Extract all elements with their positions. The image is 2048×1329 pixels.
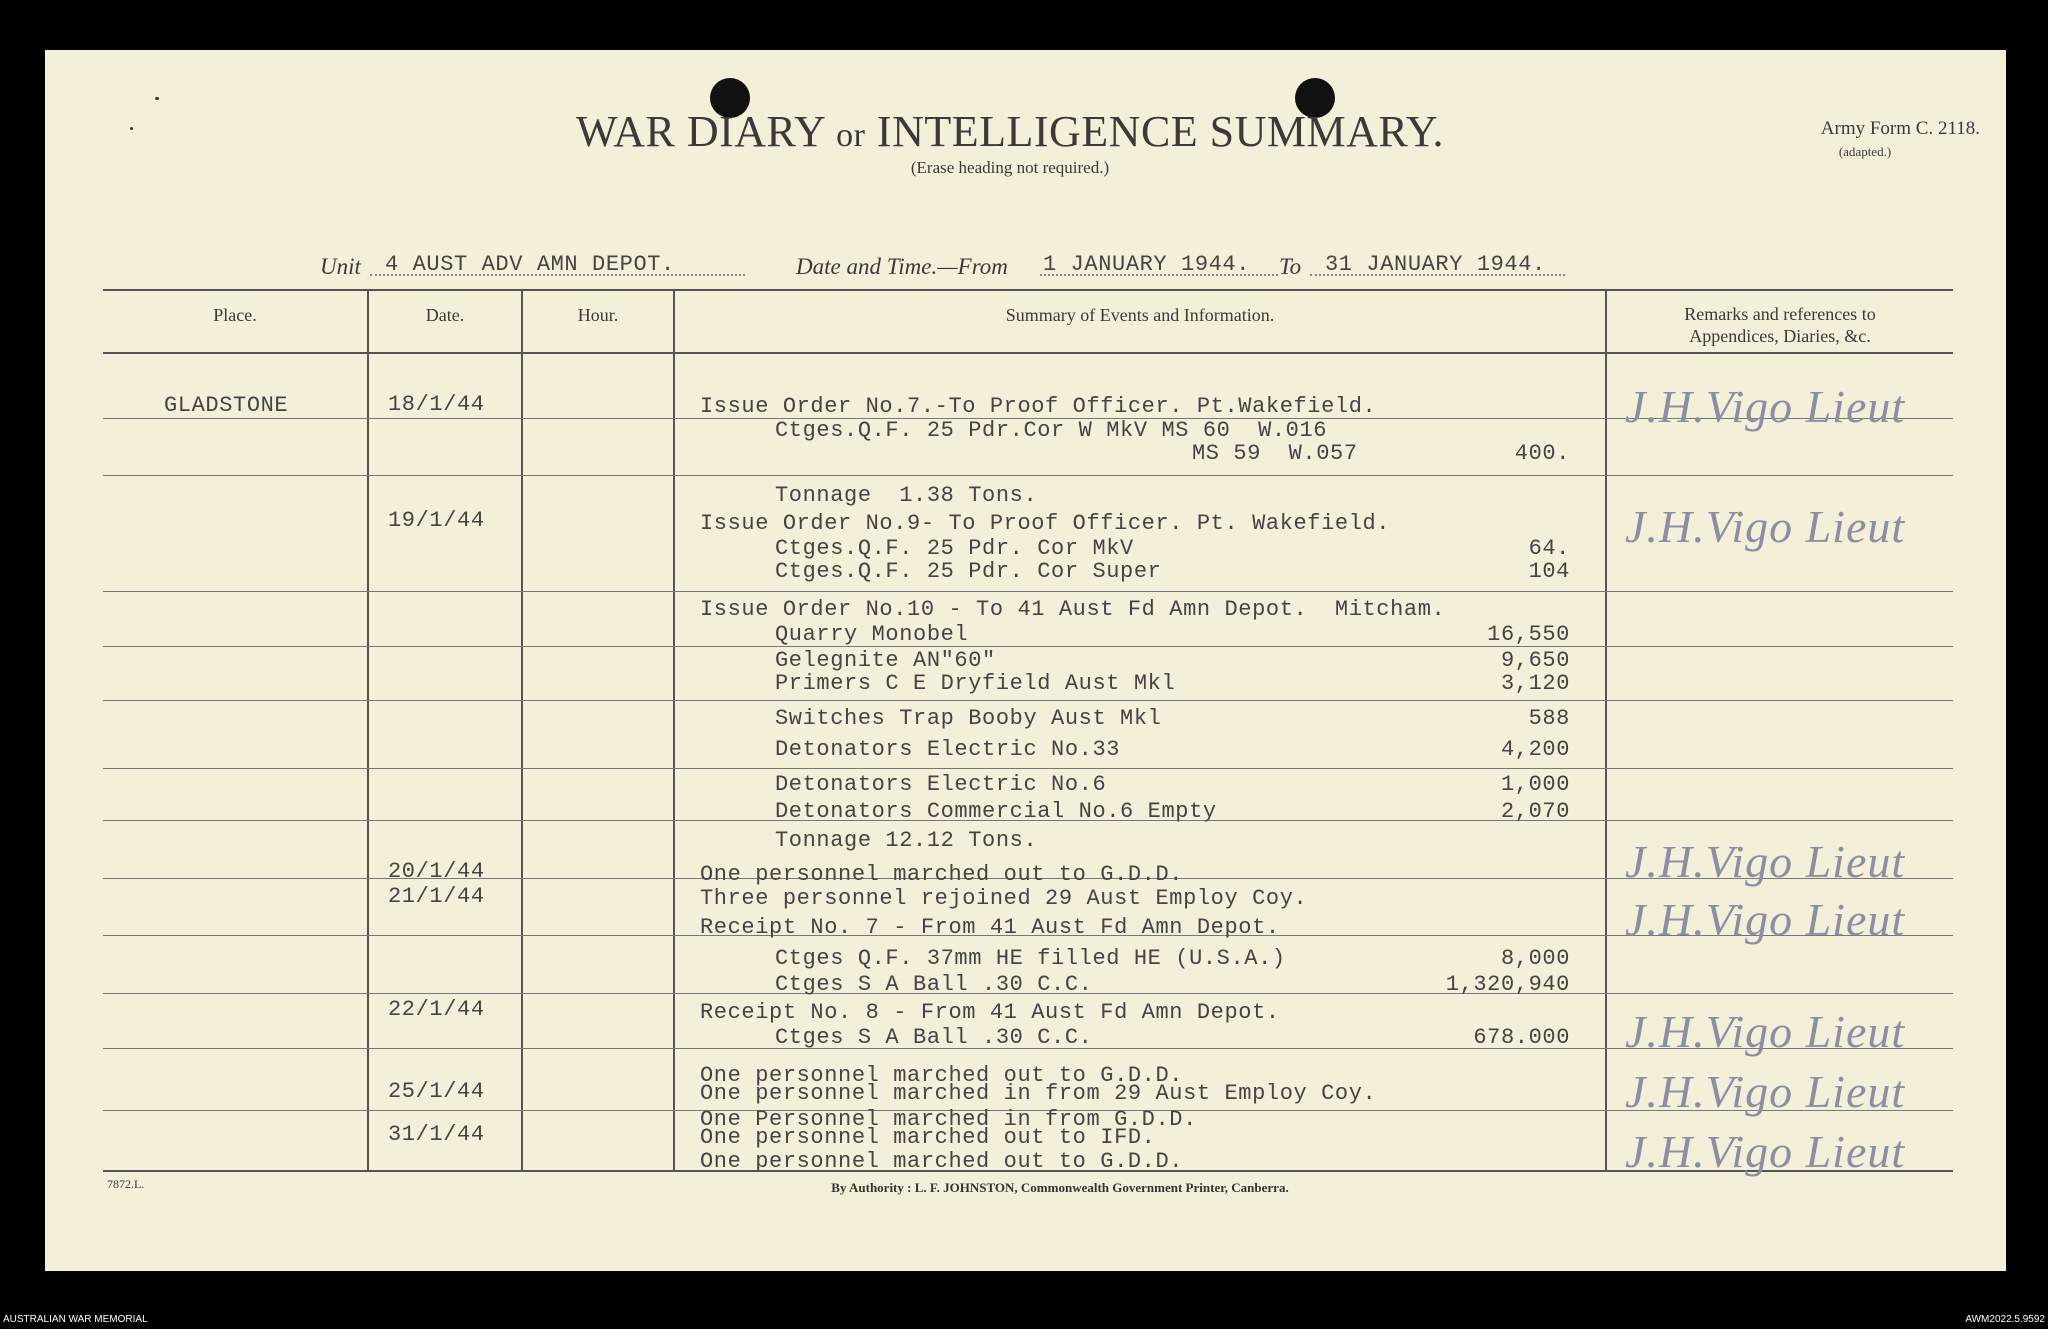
summary-line: Ctges S A Ball .30 C.C. bbox=[775, 972, 1093, 997]
summary-line: One personnel marched in from 29 Aust Employ Coy. bbox=[700, 1081, 1377, 1106]
column-header-remarks-line2: Appendices, Diaries, &c. bbox=[1689, 326, 1871, 346]
ruled-row bbox=[103, 475, 1953, 476]
entry-date: 21/1/44 bbox=[388, 884, 485, 909]
quantity: 8,000 bbox=[1500, 946, 1570, 971]
handwritten-signature: J.H.Vigo Lieut bbox=[1625, 894, 1906, 945]
column-header-date: Date. bbox=[425, 305, 465, 325]
form-title bbox=[560, 106, 1460, 157]
handwritten-signature: J.H.Vigo Lieut bbox=[1625, 1006, 1906, 1057]
date-from-label: Date and Time.—From bbox=[796, 254, 1008, 279]
handwritten-signature: J.H.Vigo Lieut bbox=[1625, 1126, 1906, 1177]
summary-line: Detonators Commercial No.6 Empty bbox=[775, 799, 1217, 824]
table-top-border bbox=[103, 289, 1953, 291]
ink-speck bbox=[130, 127, 133, 130]
ruled-row bbox=[103, 646, 1953, 647]
summary-line: Three personnel rejoined 29 Aust Employ Coy. bbox=[700, 886, 1308, 911]
quantity: 1,000 bbox=[1500, 772, 1570, 797]
archive-name: AUSTRALIAN WAR MEMORIAL bbox=[3, 1314, 148, 1325]
ink-speck bbox=[155, 97, 159, 100]
quantity: 2,070 bbox=[1500, 799, 1570, 824]
summary-line: Quarry Monobel bbox=[775, 622, 969, 647]
quantity: 1,320,940 bbox=[1445, 972, 1570, 997]
summary-line: Issue Order No.9- To Proof Officer. Pt. Wakefield. bbox=[700, 511, 1391, 536]
quantity: 16,550 bbox=[1487, 622, 1570, 647]
quantity: 400. bbox=[1514, 441, 1570, 466]
title-or: or bbox=[836, 117, 866, 154]
column-divider-summary-remarks bbox=[1605, 289, 1607, 1170]
summary-line: Issue Order No.7.-To Proof Officer. Pt.Wakefield. bbox=[700, 394, 1377, 419]
quantity: 9,650 bbox=[1500, 648, 1570, 673]
summary-line: Ctges S A Ball .30 C.C. bbox=[775, 1025, 1093, 1050]
ruled-row bbox=[103, 591, 1953, 592]
summary-line: One Personnel marched in from G.D.D. bbox=[700, 1107, 1197, 1132]
handwritten-signature: J.H.Vigo Lieut bbox=[1625, 1066, 1906, 1117]
quantity: 588 bbox=[1528, 706, 1570, 731]
summary-line: Issue Order No.10 - To 41 Aust Fd Amn Depot. Mitcham. bbox=[700, 597, 1446, 622]
date-to-label: To bbox=[1279, 254, 1302, 279]
title-war-diary: WAR DIARY bbox=[576, 107, 825, 156]
column-divider-hour-summary bbox=[673, 289, 675, 1170]
column-divider-place-date bbox=[367, 289, 369, 1170]
quantity: 3,120 bbox=[1500, 671, 1570, 696]
column-divider-date-hour bbox=[521, 289, 523, 1170]
army-form-adapted: (adapted.) bbox=[1838, 144, 1892, 159]
summary-line: Switches Trap Booby Aust Mkl bbox=[775, 706, 1162, 731]
quantity: 678.000 bbox=[1473, 1025, 1570, 1050]
summary-line: One personnel marched out to G.D.D. bbox=[700, 862, 1184, 887]
ruled-row bbox=[103, 768, 1953, 769]
handwritten-signature: J.H.Vigo Lieut bbox=[1625, 381, 1906, 432]
title-intelligence-summary: INTELLIGENCE SUMMARY. bbox=[876, 107, 1444, 156]
column-header-remarks bbox=[1607, 303, 1953, 347]
date-from-value: 1 JANUARY 1944. bbox=[1043, 252, 1251, 277]
summary-line: Ctges.Q.F. 25 Pdr.Cor W MkV MS 60 W.016 bbox=[775, 418, 1328, 443]
quantity: 4,200 bbox=[1500, 737, 1570, 762]
summary-line: Tonnage 1.38 Tons. bbox=[775, 483, 1038, 508]
summary-line: Detonators Electric No.6 bbox=[775, 772, 1107, 797]
entry-date: 25/1/44 bbox=[388, 1079, 485, 1104]
table-header-divider bbox=[103, 352, 1953, 354]
column-header-summary: Summary of Events and Information. bbox=[1005, 305, 1275, 325]
form-subtitle: (Erase heading not required.) bbox=[910, 158, 1110, 177]
summary-line: Ctges Q.F. 37mm HE filled HE (U.S.A.) bbox=[775, 946, 1286, 971]
summary-line: Gelegnite AN"60" bbox=[775, 648, 996, 673]
archive-accession-number: AWM2022.5.9592 bbox=[1965, 1314, 2045, 1325]
army-form-number: Army Form C. 2118. bbox=[1820, 118, 1980, 139]
summary-line: Receipt No. 8 - From 41 Aust Fd Amn Depot. bbox=[700, 1000, 1280, 1025]
summary-line: One personnel marched out to G.D.D. bbox=[700, 1149, 1184, 1174]
summary-line: Receipt No. 7 - From 41 Aust Fd Amn Depot. bbox=[700, 915, 1280, 940]
summary-line: One personnel marched out to G.D.D. bbox=[700, 1063, 1184, 1088]
quantity: 64. bbox=[1528, 536, 1570, 561]
column-header-place: Place. bbox=[213, 305, 257, 325]
summary-line: MS 59 W.057 bbox=[1192, 441, 1358, 466]
summary-line: Ctges.Q.F. 25 Pdr. Cor MkV bbox=[775, 536, 1134, 561]
date-to-value: 31 JANUARY 1944. bbox=[1325, 252, 1546, 277]
entry-date: 31/1/44 bbox=[388, 1122, 485, 1147]
quantity: 104 bbox=[1528, 559, 1570, 584]
form-print-code: 7872.L. bbox=[107, 1177, 145, 1191]
entry-date: 19/1/44 bbox=[388, 508, 485, 533]
entry-date: 18/1/44 bbox=[388, 392, 485, 417]
unit-label: Unit bbox=[320, 254, 361, 279]
column-header-remarks-line1: Remarks and references to bbox=[1684, 304, 1876, 324]
summary-line: Detonators Electric No.33 bbox=[775, 737, 1121, 762]
printer-authority: By Authority : L. F. JOHNSTON, Commonwealth Government Printer, Canberra. bbox=[831, 1180, 1289, 1195]
unit-value: 4 AUST ADV AMN DEPOT. bbox=[385, 252, 675, 277]
summary-line: One personnel marched out to IFD. bbox=[700, 1125, 1156, 1150]
archive-caption-bar bbox=[0, 1314, 2048, 1329]
handwritten-signature: J.H.Vigo Lieut bbox=[1625, 501, 1906, 552]
summary-line: Primers C E Dryfield Aust Mkl bbox=[775, 671, 1176, 696]
summary-line: Ctges.Q.F. 25 Pdr. Cor Super bbox=[775, 559, 1162, 584]
column-header-hour: Hour. bbox=[577, 305, 619, 325]
entry-place: GLADSTONE bbox=[164, 393, 289, 418]
entry-date: 22/1/44 bbox=[388, 997, 485, 1022]
entry-date: 20/1/44 bbox=[388, 859, 485, 884]
handwritten-signature: J.H.Vigo Lieut bbox=[1625, 836, 1906, 887]
ruled-row bbox=[103, 700, 1953, 701]
summary-line: Tonnage 12.12 Tons. bbox=[775, 828, 1038, 853]
